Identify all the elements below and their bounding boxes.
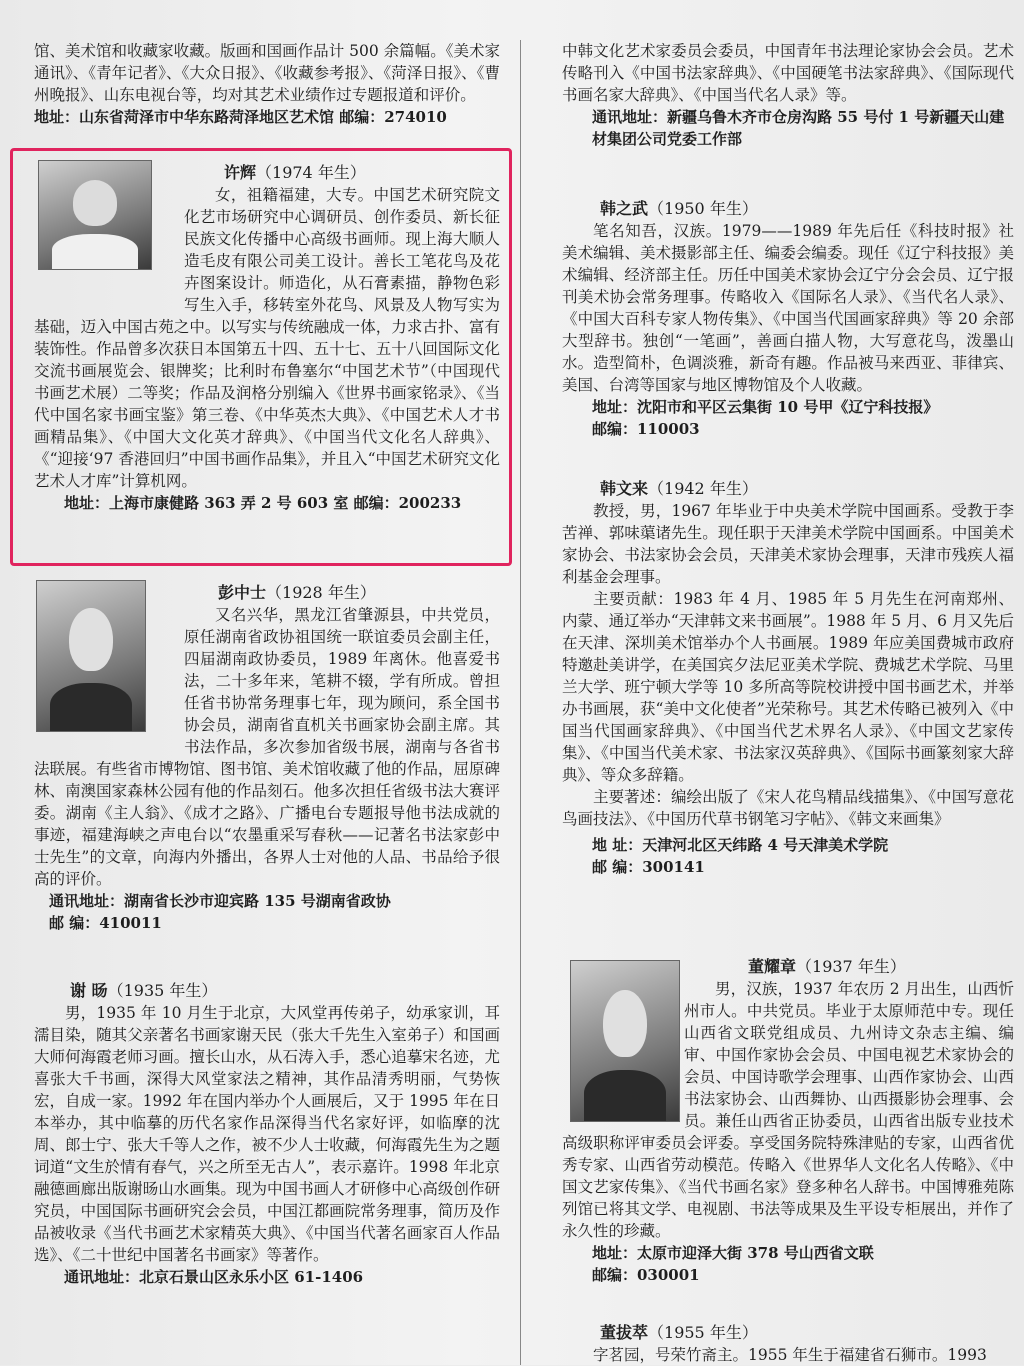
- entry-postcode: 邮 编：300141: [592, 858, 705, 876]
- entry-name: 董耀章: [748, 957, 797, 976]
- entry-hanzhiwu: [562, 198, 1014, 440]
- entry-contact: 通讯地址：新疆乌鲁木齐市仓房沟路 55 号付 1 号新疆天山建材集团公司党委工作部: [592, 108, 1005, 148]
- column-divider: [520, 40, 521, 1365]
- entry-contact: 通讯地址：湖南省长沙市迎宾路 135 号湖南省政协: [49, 892, 391, 910]
- entry-dongyaozhang: [562, 956, 1014, 1286]
- entry-name: 韩之武: [600, 199, 649, 218]
- entry-bio: 教授，男，1967 年毕业于中央美术学院中国画系。受教于李苦禅、郭味蕖诸先生。现任职于天津美术学院中国画系。中国美术家协会、书法家协会会员，天津美术家协会理事，天津市残疾人福利基金会理事。: [562, 502, 1014, 586]
- entry-xieyang: [34, 980, 500, 1288]
- entry-hanwenlai: [562, 478, 1014, 878]
- entry-name: 韩文来: [600, 479, 649, 498]
- entry-bio: 主要贡献：1983 年 4 月、1985 年 5 月先生在河南郑州、内蒙、通辽举办“天津韩文来书画展”。1988 年 5 月、6 月又先后在天津、深圳美术馆举办个人书画展。1989 年应美国费城市政府特邀赴美讲学，在美国宾夕法尼亚美术学院、费城艺术学院、马里兰大学、班宁顿大学等 10 多所高等院校讲授中国书画艺术，并举办书画展，获“美中文化使者”光荣称号。其艺术传略已被列入《中国当代国画家辞典》、《中国当代艺术界名人录》、《中国文艺家传集》、《中国当代美术家、书法家汉英辞典》、《国际书画篆刻家大辞典》、等众多辞籍。: [562, 590, 1014, 784]
- entry-text: 馆、美术馆和收藏家收藏。版画和国画作品计 500 余篇幅。《美术家通讯》、《青年记者》、《大众日报》、《收藏参考报》、《菏泽日报》、《曹州晚报》、山东电视台等，均对其艺术业绩作过专题报道和评价。: [34, 42, 500, 104]
- entry-birth: （1937 年生）: [796, 957, 906, 976]
- entry-name: 董拔萃: [600, 1323, 649, 1342]
- entry-address: 地址：沈阳市和平区云集街 10 号甲《辽宁科技报》: [592, 398, 939, 416]
- entry-postcode: 邮 编：410011: [49, 914, 162, 932]
- entry-postcode: 邮编：030001: [592, 1266, 700, 1284]
- entry-name: 许辉: [224, 163, 257, 182]
- entry-birth: （1935 年生）: [107, 981, 218, 1000]
- entry-continued-left: [34, 40, 500, 128]
- entry-bio: 男，1935 年 10 月生于北京，大风堂再传弟子，幼承家训，耳濡目染，随其父亲著名书画家谢天民（张大千先生入室弟子）和国画大师何海霞老师习画。擅长山水，从石涛入手，悉心追摹宋名迹，尤喜张大千书画，深得大风堂家法之精神，其作品清秀明丽，气势恢宏，自成一家。1992 年在国内举办个人画展后，又于 1995 年在日本举办，其中临摹的历代名家作品深得当代名家好评，如临摩的沈周、郎士宁、张大千等人之作，被不少人士收藏，何海霞先生为之题词道“文生於情有春气，兴之所至无古人”，表示嘉许。1998 年北京融德画廊出版谢旸山水画集。现为中国书画人才研修中心高级创作研究员，中国国际书画研究会会员，中国江都画院常务理事，简历及作品被收录《当代书画艺术家精英大典》、《中国当代著名画家百人作品选》、《二十世纪中国著名书画家》等著作。: [34, 1004, 500, 1264]
- entry-bio: 主要著述：编绘出版了《宋人花鸟精品线描集》、《中国写意花鸟画技法》、《中国历代草书钢笔习字帖》、《韩文来画集》: [562, 788, 1014, 828]
- entry-address: 地址：上海市康健路 363 弄 2 号 603 室 邮编：200233: [64, 494, 462, 512]
- entry-address: 地址：山东省菏泽市中华东路菏泽地区艺术馆 邮编：274010: [34, 108, 447, 126]
- entry-text: 中韩文化艺术家委员会委员，中国青年书法理论家协会会员。艺术传略刊入《中国书法家辞典》、《中国硬笔书法家辞典》、《国际现代书画名家大辞典》、《中国当代名人录》等。: [562, 42, 1014, 104]
- entry-name: 谢 旸: [70, 981, 108, 1000]
- entry-continued-right: [562, 40, 1014, 150]
- entry-address: 地址：太原市迎泽大街 378 号山西省文联: [592, 1244, 874, 1262]
- entry-postcode: 邮编：110003: [592, 420, 700, 438]
- entry-name: 彭中士: [218, 583, 267, 602]
- entry-bio: 女，祖籍福建，大专。中国艺术研究院文化艺市场研究中心调研员、创作委员、新长征民族文化传播中心高级书画师。现上海大顺人造毛皮有限公司美工设计。善长工笔花鸟及花卉图案设计。师造化，从石膏素描，静物色彩写生入手，移转室外花鸟、风景及人物写实为基础，迈入中国古苑之中。以写实与传统融成一体，力求古扑、富有装饰性。作品曾多次获日本国第五十四、五十七、五十八回国际文化交流书画展览会、银牌奖；比利时布鲁塞尔“中国艺术节”（中国现代书画艺术展）二等奖；作品及润格分别编入《世界书画家铭录》、《当代中国名家书画宝鉴》第三卷、《中华英杰大典》、《中国艺术人才书画精品集》、《中国大文化英才辞典》、《中国当代文化名人辞典》、《“迎接‘97 香港回归”中国书画作品集》，并且入“中国艺术研究文化艺术人才库”计算机网。: [34, 186, 500, 490]
- entry-birth: （1950 年生）: [648, 199, 758, 218]
- entry-bottom: [562, 1322, 1014, 1366]
- entry-pengzhongshi: [34, 582, 500, 934]
- entry-address: 地 址：天津河北区天纬路 4 号天津美术学院: [592, 836, 889, 854]
- entry-bio: 字茗园，号荣竹斋主。1955 年生于福建省石狮市。1993: [593, 1346, 987, 1364]
- entry-birth: （1942 年生）: [648, 479, 758, 498]
- entry-xuhui: [34, 162, 500, 514]
- entry-bio: 又名兴华，黑龙江省肇源县，中共党员，原任湖南省政协祖国统一联谊委员会副主任，四届湖南政协委员，1989 年离休。他喜爱书法，二十多年来，笔耕不辍，学有所成。曾担任省书协常务理事七年，现为顾问，系全国书协会员，湖南省直机关书画家协会副主席。其书法作品，多次参加省级书展，湖南与各省书法联展。有些省市博物馆、图书馆、美术馆收藏了他的作品，屈原碑林、南澳国家森林公园有他的作品刻石。他多次担任省级书法大赛评委。湖南《主人翁》、《成才之路》、广播电台专题报导他书法成就的事迹，福建海峡之声电台以“农墨重采写春秋——记著名书法家彭中士先生”的文章，向海内外播出，各界人士对他的人品、书品给予很高的评价。: [34, 606, 500, 888]
- entry-contact: 通讯地址：北京石景山区永乐小区 61-1406: [64, 1268, 364, 1286]
- entry-bio: 男，汉族，1937 年农历 2 月出生，山西忻州市人。中共党员。毕业于太原师范中专。现任山西省文联党组成员、九州诗文杂志主编、编审、中国作家协会会员、中国电视艺术家协会的会员、中国诗歌学会理事、山西作家协会、山西书法家协会、山西舞协、山西摄影协会理事、会员。兼任山西省正协委员，山西省出版专业技术高级职称评审委员会评委。享受国务院特殊津贴的专家，山西省优秀专家、山西省劳动模范。传略入《世界华人文化名人传略》、《中国文艺家传集》、《当代书画名家》登多种名人辞书。中国博雅苑陈列馆已将其文学、电视剧、书法等成果及生平设专柜展出，并作了永久性的珍藏。: [562, 980, 1014, 1240]
- entry-bio: 笔名知吾，汉族。1979——1989 年先后任《科技时报》社美术编辑、美术摄影部主任、编委会编委。现任《辽宁科技报》美术编辑、经济部主任。历任中国美术家协会辽宁分会会员、辽宁报刊美术协会常务理事。传略收入《国际名人录》、《当代名人录》、《中国大百科专家人物传集》、《中国当代国画家辞典》等 20 余部大型辞书。独创“一笔画”，善画白描人物，大写意花鸟，泼墨山水。造型简朴，色调淡雅，新奇有趣。作品被马来西亚、菲律宾、美国、台湾等国家与地区博物馆及个人收藏。: [562, 222, 1014, 394]
- entry-birth: （1974 年生）: [256, 163, 366, 182]
- entry-birth: （1928 年生）: [266, 583, 376, 602]
- entry-birth: （1955 年生）: [648, 1323, 758, 1342]
